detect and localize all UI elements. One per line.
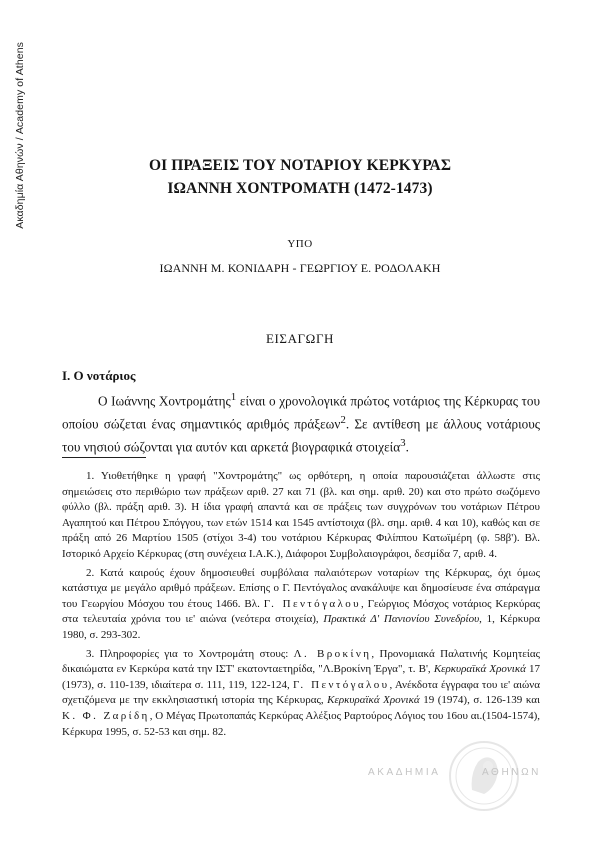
- footnote-text: 17 (1973), σ. 110-139, ιδιαίτερα σ. 111, 119, 122-124,: [62, 663, 540, 691]
- footnote-text: , 1, Κέρκυρα 1980, σ. 293-302.: [62, 613, 540, 641]
- footnote-text: 19 (1974), σ. 126-139 και: [419, 694, 541, 707]
- body-paragraph: [62, 388, 540, 457]
- footnote-2: [62, 566, 540, 644]
- italic-source-title: Κερκυραϊκά Χρονικά: [433, 663, 526, 676]
- spaced-author-name: Λ. Βροκίνη: [293, 647, 372, 660]
- section-title-introduction: ΕΙΣΑΓΩΓΗ: [265, 331, 335, 346]
- paragraph-text: είναι ο χρονολογικά πρώτος νοτάριος της Κέρκυρας του οποίου σώζεται ένας σημαντικός αριθμός πράξεων: [62, 393, 540, 432]
- watermark-text: ΑΚΑΔΗΜΙΑ: [368, 767, 441, 778]
- article-title-line-2: ΙΩΑΝΝΗ ΧΟΝΤΡΟΜΑΤΗ (1472-1473): [167, 180, 433, 197]
- article-title-line-1: ΟΙ ΠΡΑΞΕΙΣ ΤΟΥ ΝΟΤΑΡΙΟΥ ΚΕΡΚΥΡΑΣ: [148, 157, 452, 174]
- footnote-divider: [62, 457, 146, 458]
- spaced-author-name: Γ. Πεντόγαλου: [263, 597, 361, 610]
- footnote-text: , Γεώργιος Μόσχος νοτάριος Κερκύρας στα τελευταία χρόνια του ιε' αιώνα (νεότερα στοιχεία),: [62, 597, 540, 626]
- italic-source-title: Πρακτικά Δ' Πανιονίου Συνεδρίου: [323, 613, 480, 626]
- byline-label: ΥΠΟ: [287, 238, 313, 250]
- footnote-text: , Ο Μέγας Πρωτοπαπάς Κερκύρας Αλέξιος Ραρτούρος Λόγιος του 16ου αι.(1504-1574), Κέρκυρα 1995, σ. 52-53 και σημ. 82.: [62, 709, 540, 738]
- footnote-3: [62, 647, 540, 741]
- footnote-ref-2[interactable]: 2: [340, 413, 346, 426]
- footnote-text: 3. Πληροφορίες για το Χοντρομάτη στους:: [86, 647, 294, 660]
- italic-source-title: Κερκυραϊκά Χρονικά: [327, 694, 420, 707]
- spaced-author-name: Κ. Φ. Ζαρίδη: [62, 709, 150, 722]
- paragraph-text: .: [405, 439, 409, 455]
- footnote-1: 1. Υιοθετήθηκε η γραφή "Χοντρομάτης" ως ορθότερη, η οποία παρουσιάζεται άλλωστε στις σημειώσεις στο περιθώριο των πράξεων αριθ. 27 και 71 (βλ. και σημ. αριθ. 20) και στο πρώτο σωζόμενο φύλλο (βλ. πράξη αριθ. 3). Η ίδια γραφή απαντά και σε πράξεις των συγχρόνων του νοτάριων Πέτρου Αγαπητού και Πέτρου Σπόγγου, των ετών 1514 και 1545 αντίστοιχα (βλ. σημ. αριθ. 4 και 10), καθώς και σε πράξη από 26 Μαρτίου 1505 (στίχοι 3-4) του νοτάριου Κέρκυρας Φιλίππου Κατωϊμέρη (φ. 58β'). Βλ. Ιστορικό Αρχείο Κέρκυρας (στη συνέχεια Ι.Α.Κ.), Διάφοροι Συμβολαιογράφοι, δεσμίδα 7, αριθ. 4.: [62, 470, 540, 560]
- footnotes: [62, 469, 540, 740]
- footnote-text: , Προνομιακά Παλατινής Κομητείας δικαιώματα εν Κερκύρα κατά την ΙΣΤ' εκατονταετηρίδα, "Λ.Βροκίνη Έργα", τ. Β',: [62, 647, 540, 676]
- paragraph-text: Ο Ιωάννης Χοντρομάτης: [98, 393, 231, 409]
- footnote-text: , Ανέκδοτα έγγραφα του ιε' αιώνα σχετιζόμενα με την εκκλησιαστική ιστορία της Κέρκυρας,: [62, 678, 540, 707]
- spaced-author-name: Γ. Πεντόγαλου: [292, 678, 390, 691]
- watermark-text: ΑΘΗΝΩΝ: [482, 767, 541, 778]
- archive-side-label: Ακαδημία Αθηνών / Academy of Athens: [14, 42, 26, 229]
- footnote-ref-1[interactable]: 1: [230, 391, 237, 403]
- paragraph-text: . Σε αντίθεση με άλλους νοτάριους του νησιού σώζονται για αυτόν και αρκετά βιογραφικά στοιχεία: [62, 416, 540, 455]
- authors: ΙΩΑΝΝΗ Μ. ΚΟΝΙΔΑΡΗ - ΓΕΩΡΓΙΟΥ Ε. ΡΟΔΟΛΑΚΗ: [159, 261, 441, 275]
- subsection-heading: I. Ο νοτάριος: [62, 368, 136, 383]
- footnote-ref-3[interactable]: 3: [400, 436, 406, 449]
- footnote-text: 2. Κατά καιρούς έχουν δημοσιευθεί συμβόλαια παλαιότερων νοταρίων της Κέρκυρας, όχι όμως κατάστιχα με μεγάλο αριθμό πράξεων. Επίσης ο Γ. Πεντόγαλος ανακάλυψε και δημοσίευσε ένα σπάραγμα του Γεωργίου Μόσχου του έτους 1466. Βλ.: [62, 566, 540, 610]
